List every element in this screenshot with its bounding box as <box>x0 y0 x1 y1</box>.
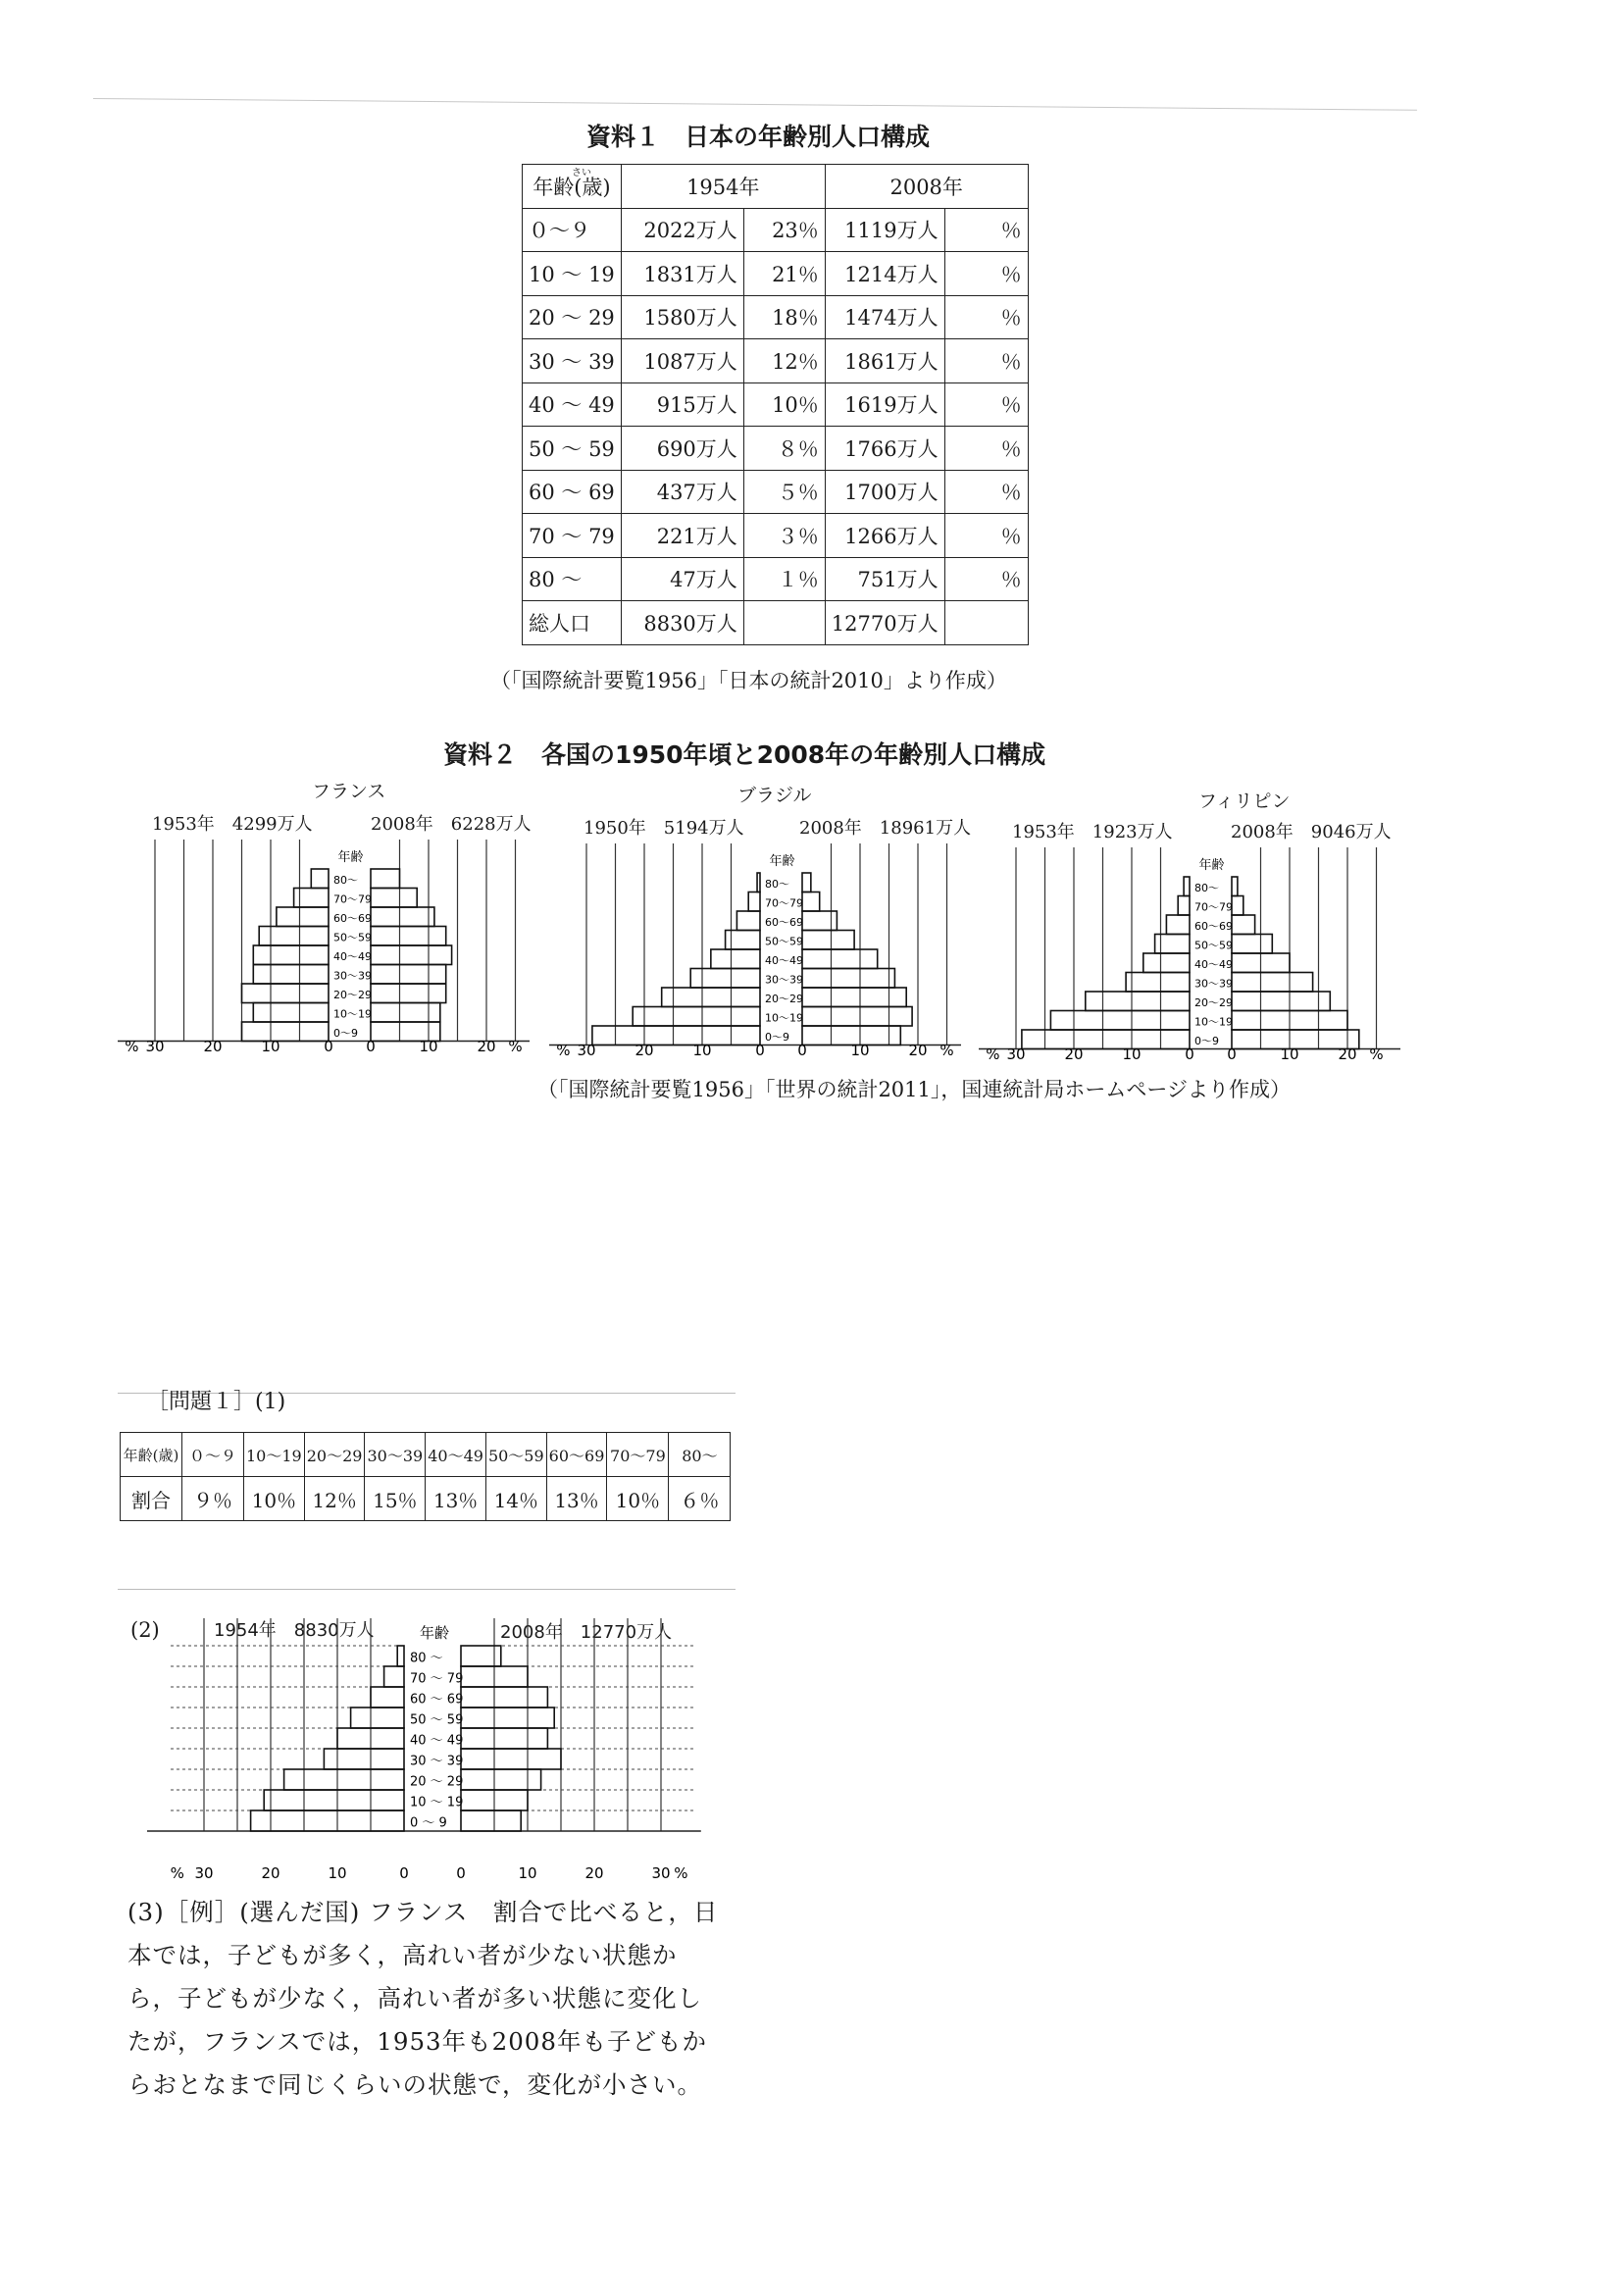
axis-tick-label: 20 <box>1338 1045 1357 1063</box>
left-bar <box>1126 973 1190 993</box>
table-row <box>523 427 1029 471</box>
pct1954-cell: 10％ <box>743 382 825 427</box>
pop1954-cell: 1087万人 <box>621 339 743 383</box>
left-bar <box>1086 992 1190 1011</box>
q1-age-cell: 10～19 <box>244 1433 305 1477</box>
scan-edge-line <box>93 98 1417 111</box>
q1-ratio-cell: 14％ <box>485 1477 546 1521</box>
question1-header-row <box>121 1433 731 1477</box>
right-bar <box>1232 877 1238 896</box>
pct2008-cell: ％ <box>944 208 1028 252</box>
age-label: 10 ～ 19 <box>410 1795 464 1810</box>
age-header: 年齢 <box>769 854 795 869</box>
pct2008-cell: ％ <box>944 514 1028 558</box>
right-bar <box>371 927 446 946</box>
right-bar <box>461 1728 547 1749</box>
right-bar <box>461 1810 521 1831</box>
axis-tick-label: % <box>939 1042 954 1059</box>
right-bar <box>371 869 400 889</box>
right-bar <box>461 1769 541 1790</box>
age-cell: 10 ～ 19 <box>523 252 622 296</box>
left-bar <box>351 1708 404 1728</box>
left-bar <box>1178 896 1190 916</box>
right-bar <box>461 1708 554 1728</box>
age-label: 0～9 <box>1194 1035 1219 1048</box>
age-label: 60～69 <box>333 912 372 926</box>
table-row <box>523 252 1029 296</box>
table-row <box>523 339 1029 383</box>
axis-tick-label: 0 <box>755 1042 765 1059</box>
right-bar <box>802 931 854 950</box>
age-label: 70 ～ 79 <box>410 1671 464 1687</box>
age-label: 10～19 <box>1194 1015 1233 1029</box>
question1-answer-table <box>120 1432 731 1521</box>
age-label: 0 ～ 9 <box>410 1815 447 1831</box>
q1-age-cell: 70～79 <box>607 1433 669 1477</box>
left-bar <box>690 969 760 989</box>
age-label: 40～49 <box>333 950 372 964</box>
age-label: 20～29 <box>1194 996 1233 1010</box>
brazil-left-label: 1950年 5194万人 <box>584 818 744 839</box>
left-bar <box>397 1646 404 1666</box>
left-bar <box>1184 877 1190 896</box>
pop1954-cell: 690万人 <box>621 427 743 471</box>
age-cell: 60 ～ 69 <box>523 470 622 514</box>
total-row <box>523 601 1029 645</box>
left-bar <box>264 1790 404 1810</box>
left-bar <box>242 984 330 1003</box>
age-label: 0～9 <box>765 1031 789 1045</box>
q1-ratio-cell: ６％ <box>669 1477 731 1521</box>
q1-ratio-cell: 12％ <box>304 1477 365 1521</box>
pct1954-cell: 12％ <box>743 339 825 383</box>
q2-right-label: 2008年 12770万人 <box>500 1622 673 1643</box>
pop2008-cell: 1119万人 <box>825 208 944 252</box>
pct2008-cell: ％ <box>944 382 1028 427</box>
pct1954-cell: 23％ <box>743 208 825 252</box>
q1-age-cell: 80～ <box>669 1433 731 1477</box>
age-label: 30 ～ 39 <box>410 1754 464 1769</box>
age-label: 40～49 <box>1194 958 1233 972</box>
axis-tick-label: 10 <box>419 1038 438 1055</box>
left-bar <box>736 911 760 931</box>
axis-tick-label: % <box>1369 1045 1384 1063</box>
total-pct1954 <box>743 601 825 645</box>
q1-ratio-cell: 13％ <box>426 1477 486 1521</box>
table-row <box>523 382 1029 427</box>
material1-source: （「国際統計要覧1956」「日本の統計2010」より作成） <box>490 669 1007 692</box>
pop2008-cell: 1474万人 <box>825 295 944 339</box>
left-bar <box>253 1003 329 1023</box>
right-bar <box>461 1687 547 1708</box>
table-row <box>523 208 1029 252</box>
axis-tick-label: 30 <box>194 1864 214 1882</box>
age-label: 30～39 <box>333 969 372 983</box>
axis-tick-label: 10 <box>261 1038 280 1055</box>
left-bar <box>1050 1011 1190 1031</box>
age-cell: ０～９ <box>523 208 622 252</box>
year2008-header: 2008年 <box>825 165 1028 209</box>
axis-tick-label: 10 <box>850 1042 870 1059</box>
brazil-pyramid-chart <box>549 838 961 1063</box>
france-right-label: 2008年 6228万人 <box>371 814 532 835</box>
left-bar <box>242 1022 330 1042</box>
table-header-row <box>523 165 1029 209</box>
age-label: 30～39 <box>1194 977 1233 991</box>
axis-tick-label: 20 <box>584 1864 604 1882</box>
total-pct2008 <box>944 601 1028 645</box>
axis-tick-label: 10 <box>518 1864 537 1882</box>
axis-tick-label: 0 <box>1227 1045 1237 1063</box>
pop1954-cell: 2022万人 <box>621 208 743 252</box>
axis-tick-label: 0 <box>399 1864 409 1882</box>
pct2008-cell: ％ <box>944 252 1028 296</box>
left-bar <box>371 1687 404 1708</box>
left-bar <box>662 988 760 1007</box>
question1-label: ［問題１］(1) <box>147 1390 286 1414</box>
brazil-right-label: 2008年 18961万人 <box>799 818 972 839</box>
pct2008-cell: ％ <box>944 339 1028 383</box>
table-row <box>523 557 1029 601</box>
right-bar <box>802 949 878 969</box>
right-bar <box>802 873 811 892</box>
left-bar <box>1143 953 1190 973</box>
age-cell: 80 ～ <box>523 557 622 601</box>
right-bar <box>371 945 452 965</box>
pop2008-cell: 1700万人 <box>825 470 944 514</box>
pct2008-cell: ％ <box>944 470 1028 514</box>
pop1954-cell: 221万人 <box>621 514 743 558</box>
axis-tick-label: % <box>556 1042 571 1059</box>
philippines-left-label: 1953年 1923万人 <box>1012 822 1173 842</box>
axis-tick-label: 20 <box>908 1042 928 1059</box>
right-bar <box>371 1003 440 1023</box>
right-bar <box>461 1646 501 1666</box>
age-label: 80～ <box>1194 882 1219 895</box>
q1-ratio-cell: 10％ <box>244 1477 305 1521</box>
axis-tick-label: 10 <box>692 1042 712 1059</box>
axis-tick-label: 20 <box>261 1864 280 1882</box>
age-label: 70～79 <box>765 896 803 910</box>
pct1954-cell: ８％ <box>743 427 825 471</box>
table-row <box>523 470 1029 514</box>
table-row <box>523 514 1029 558</box>
right-bar <box>371 965 446 985</box>
axis-tick-label: 30 <box>577 1042 596 1059</box>
pct2008-cell: ％ <box>944 557 1028 601</box>
pop1954-cell: 1831万人 <box>621 252 743 296</box>
country-name-france: フランス <box>312 781 386 802</box>
material1-table <box>522 164 1029 645</box>
age-label: 0～9 <box>333 1027 358 1041</box>
age-cell: 40 ～ 49 <box>523 382 622 427</box>
pop1954-cell: 47万人 <box>621 557 743 601</box>
question2-pyramid-chart <box>147 1618 736 1893</box>
age-label: 20～29 <box>765 993 803 1006</box>
axis-tick-label: 10 <box>1122 1045 1142 1063</box>
axis-tick-label: % <box>125 1038 139 1055</box>
pop1954-cell: 437万人 <box>621 470 743 514</box>
q1-ratio-cell: 13％ <box>546 1477 607 1521</box>
age-label: 20～29 <box>333 989 372 1002</box>
answer-divider-mid <box>118 1589 736 1590</box>
left-bar <box>748 892 760 912</box>
pct1954-cell: １％ <box>743 557 825 601</box>
left-bar <box>324 1749 404 1769</box>
left-bar <box>251 1810 404 1831</box>
axis-tick-label: 0 <box>456 1864 466 1882</box>
age-header: 年齢 <box>337 850 364 865</box>
q1-ratio-cell: 15％ <box>365 1477 426 1521</box>
axis-tick-label: 0 <box>1185 1045 1194 1063</box>
age-cell: 70 ～ 79 <box>523 514 622 558</box>
country-name-philippines: フィリピン <box>1198 790 1291 812</box>
pop1954-cell: 915万人 <box>621 382 743 427</box>
pop2008-cell: 1766万人 <box>825 427 944 471</box>
left-bar <box>253 965 329 985</box>
age-header-ruby: さい <box>572 168 591 178</box>
age-label: 60～69 <box>1194 920 1233 934</box>
total-label: 総人口 <box>523 601 622 645</box>
total-pop2008: 12770万人 <box>825 601 944 645</box>
q1-ratio-cell: ９％ <box>182 1477 244 1521</box>
age-label: 70～79 <box>333 892 372 906</box>
country-name-brazil: ブラジル <box>737 785 812 806</box>
age-label: 80～ <box>333 874 358 888</box>
age-header: 年齢 <box>419 1624 450 1642</box>
age-label: 70～79 <box>1194 900 1233 914</box>
pct1954-cell: ５％ <box>743 470 825 514</box>
q1-age-cell: 60～69 <box>546 1433 607 1477</box>
axis-tick-label: 10 <box>328 1864 347 1882</box>
question1-values-row <box>121 1477 731 1521</box>
age-label: 60～69 <box>765 916 803 930</box>
age-label: 50 ～ 59 <box>410 1712 464 1728</box>
pop2008-cell: 1266万人 <box>825 514 944 558</box>
question3-answer-text: (3)［例］(選んだ国) フランス 割合で比べると，日本では，子どもが多く，高れい者が少ない状態から，子どもが少なく，高れい者が多い状態に変化したが，フランスでは，1953年も2008年も子どもからおとなまで同じくらいの状態で，変化が小さい。 <box>127 1898 719 2099</box>
pct1954-cell: ３％ <box>743 514 825 558</box>
axis-tick-label: 20 <box>203 1038 223 1055</box>
age-label: 30～39 <box>765 973 803 987</box>
pop2008-cell: 751万人 <box>825 557 944 601</box>
pct2008-cell: ％ <box>944 427 1028 471</box>
left-bar <box>633 1007 760 1027</box>
left-bar <box>1166 915 1190 935</box>
age-header: 年齢 <box>1198 858 1225 873</box>
right-bar <box>1232 896 1243 916</box>
age-label: 10～19 <box>333 1007 372 1021</box>
axis-tick-label: 0 <box>366 1038 376 1055</box>
axis-tick-label: % <box>170 1864 184 1882</box>
philippines-pyramid-chart <box>979 841 1400 1067</box>
age-cell: 50 ～ 59 <box>523 427 622 471</box>
age-label: 80～ <box>765 878 789 892</box>
left-bar <box>1022 1030 1190 1049</box>
material1-title: 資料１ 日本の年齢別人口構成 <box>586 123 931 151</box>
france-pyramid-chart <box>118 834 530 1059</box>
left-bar <box>311 869 329 889</box>
age-label: 40～49 <box>765 954 803 968</box>
left-bar <box>711 949 760 969</box>
right-bar <box>802 1007 912 1027</box>
right-bar <box>1232 935 1272 954</box>
right-bar <box>371 889 417 908</box>
axis-tick-label: 10 <box>1280 1045 1299 1063</box>
q1-ratio-label: 割合 <box>121 1477 182 1521</box>
axis-tick-label: 20 <box>634 1042 654 1059</box>
right-bar <box>802 969 894 989</box>
left-bar <box>253 945 329 965</box>
age-label: 20 ～ 29 <box>410 1774 464 1790</box>
q1-age-cell: 30～39 <box>365 1433 426 1477</box>
total-pop1954: 8830万人 <box>621 601 743 645</box>
pct2008-cell: ％ <box>944 295 1028 339</box>
axis-tick-label: 20 <box>477 1038 496 1055</box>
material2-source: （「国際統計要覧1956」「世界の統計2011」，国連統計局ホームページより作成） <box>537 1078 1291 1101</box>
age-cell: 20 ～ 29 <box>523 295 622 339</box>
pop2008-cell: 1619万人 <box>825 382 944 427</box>
age-label: 60 ～ 69 <box>410 1692 464 1708</box>
material2-title: 資料２ 各国の1950年頃と2008年の年齢別人口構成 <box>443 740 1046 769</box>
right-bar <box>371 984 446 1003</box>
question2-label: (2) <box>130 1618 160 1642</box>
right-bar <box>802 892 820 912</box>
france-left-label: 1953年 4299万人 <box>152 814 313 835</box>
left-bar <box>384 1666 404 1687</box>
q1-age-header: 年齢(歳) <box>121 1433 182 1477</box>
pct1954-cell: 21％ <box>743 252 825 296</box>
q1-age-cell: 20～29 <box>304 1433 365 1477</box>
year1954-header: 1954年 <box>621 165 825 209</box>
left-bar <box>284 1769 404 1790</box>
pop1954-cell: 1580万人 <box>621 295 743 339</box>
left-bar <box>259 927 329 946</box>
right-bar <box>371 907 434 927</box>
age-cell: 30 ～ 39 <box>523 339 622 383</box>
right-bar <box>461 1749 561 1769</box>
age-label: 50～59 <box>765 935 803 948</box>
right-bar <box>802 988 906 1007</box>
q1-age-cell: ０～９ <box>182 1433 244 1477</box>
pct1954-cell: 18％ <box>743 295 825 339</box>
table-row <box>523 295 1029 339</box>
age-header <box>523 165 622 209</box>
right-bar <box>1232 973 1313 993</box>
axis-tick-label: 0 <box>797 1042 807 1059</box>
age-label: 80 ～ <box>410 1651 443 1666</box>
axis-tick-label: % <box>508 1038 523 1055</box>
pop2008-cell: 1861万人 <box>825 339 944 383</box>
age-label: 50～59 <box>1194 939 1233 952</box>
axis-tick-label: % <box>986 1045 1000 1063</box>
q1-age-cell: 40～49 <box>426 1433 486 1477</box>
left-bar <box>757 873 760 892</box>
right-bar <box>1232 992 1330 1011</box>
age-label: 40 ～ 49 <box>410 1733 464 1749</box>
right-bar <box>1232 915 1255 935</box>
left-bar <box>277 907 329 927</box>
axis-tick-label: 30 <box>145 1038 165 1055</box>
axis-tick-label: 30 <box>1006 1045 1026 1063</box>
axis-tick-label: 30 <box>651 1864 671 1882</box>
age-label: 10～19 <box>765 1011 803 1025</box>
axis-tick-label: % <box>674 1864 688 1882</box>
q1-ratio-cell: 10％ <box>607 1477 669 1521</box>
axis-tick-label: 0 <box>324 1038 333 1055</box>
left-bar <box>592 1026 760 1045</box>
age-label: 50～59 <box>333 931 372 944</box>
q1-age-cell: 50～59 <box>485 1433 546 1477</box>
philippines-right-label: 2008年 9046万人 <box>1231 822 1392 842</box>
pop2008-cell: 1214万人 <box>825 252 944 296</box>
axis-tick-label: 20 <box>1064 1045 1084 1063</box>
age-header-label: 年齢(歳) <box>533 175 611 199</box>
q2-left-label: 1954年 8830万人 <box>214 1620 375 1641</box>
